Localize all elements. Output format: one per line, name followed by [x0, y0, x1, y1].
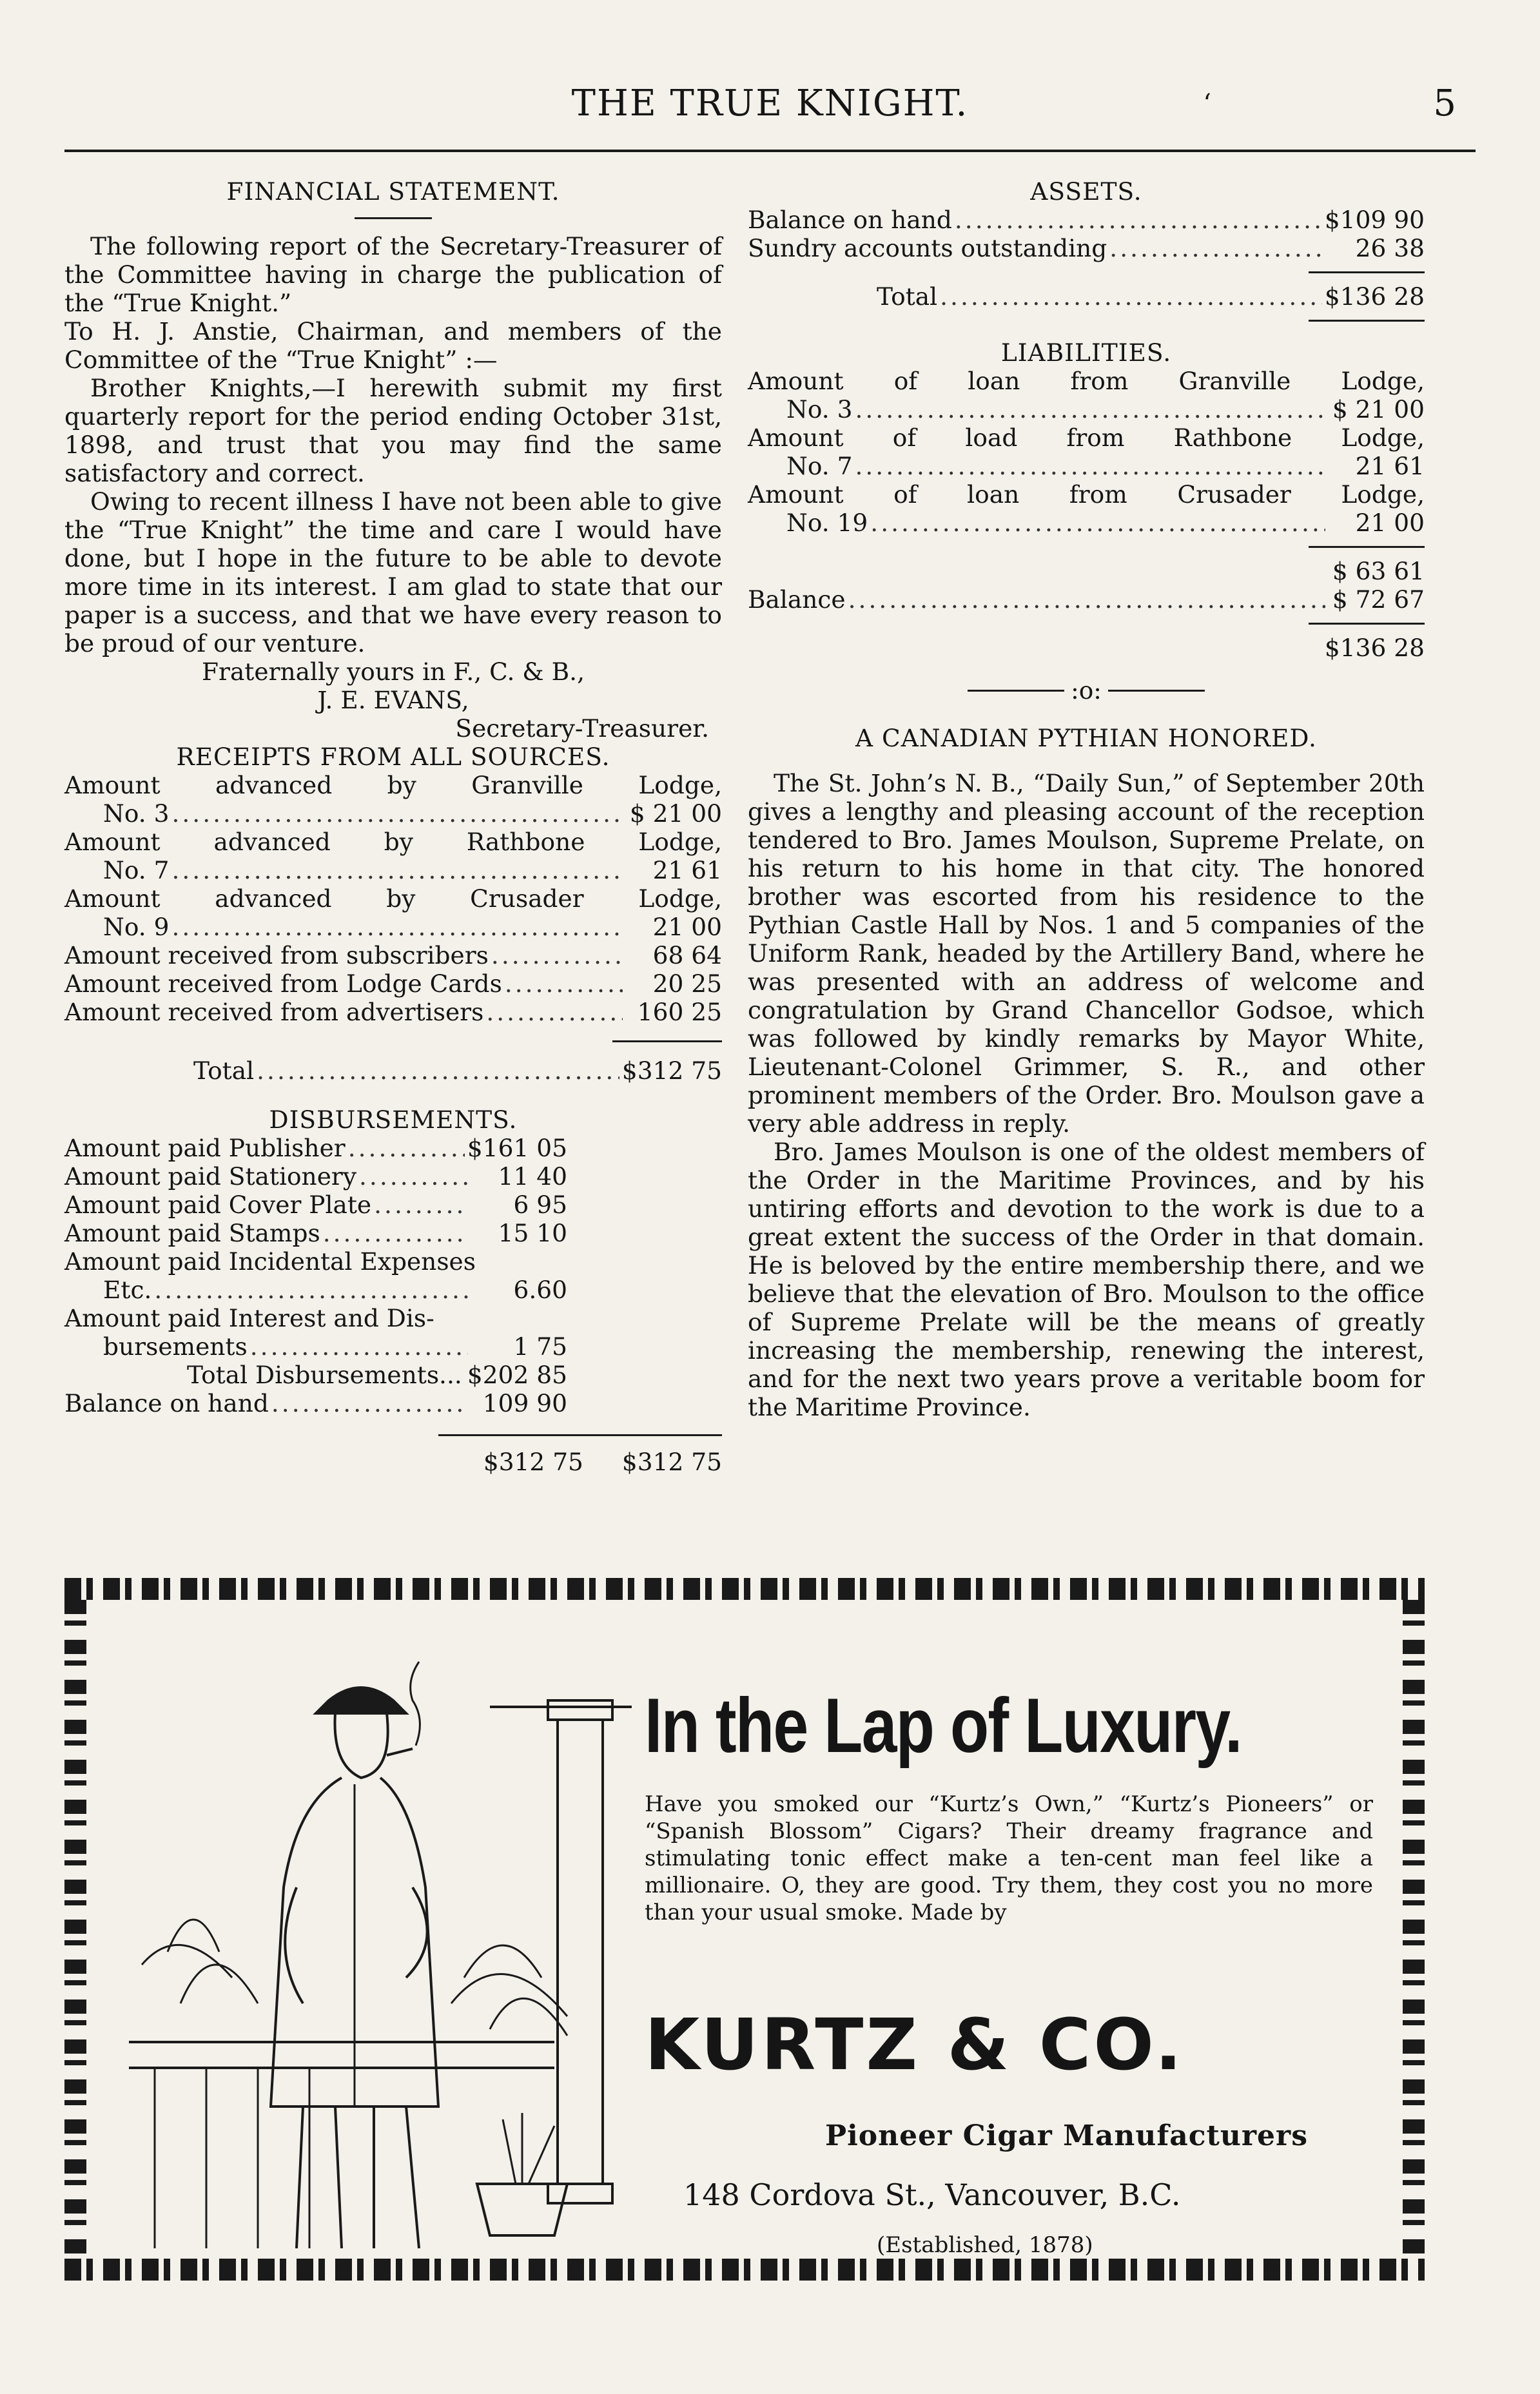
ledger-label: Amount advanced by Crusader Lodge,	[64, 884, 722, 913]
ledger-label: No. 9	[103, 913, 170, 941]
ledger-amount: $ 72 67	[1332, 585, 1425, 614]
receipts-rule	[612, 1040, 722, 1042]
ledger-label: Amount advanced by Rathbone Lodge,	[64, 828, 722, 856]
ledger-row	[64, 1304, 567, 1332]
ledger-row	[748, 480, 1425, 509]
ledger-row	[64, 1247, 567, 1276]
assets-ledger	[748, 206, 1425, 262]
ledger-amount: 26 38	[1355, 234, 1425, 262]
ledger-row	[748, 282, 1425, 311]
dot-leader	[323, 1219, 468, 1247]
intro-paragraph: The following report of the Secretary-Treasurer of the Committee having in charge the publication of the “True Knight.”	[64, 232, 722, 317]
ledger-amount: 15 10	[498, 1219, 567, 1247]
ledger-row	[64, 1191, 567, 1219]
dot-leader	[486, 998, 623, 1026]
ledger-row	[748, 585, 1425, 614]
ledger-amount: $ 21 00	[1332, 395, 1425, 423]
ledger-label: Amount advanced by Granville Lodge,	[64, 771, 722, 799]
ledger-row	[748, 206, 1425, 234]
ledger-amount: 11 40	[498, 1162, 567, 1191]
ledger-label: Amount received from advertisers	[64, 998, 484, 1026]
ad-address: 148 Cordova St., Vancouver, B.C.	[683, 2177, 1181, 2212]
right-column	[748, 177, 1425, 1421]
ledger-amount: 1 75	[513, 1332, 567, 1361]
ledger-label: No. 19	[786, 509, 868, 537]
ornamental-border-right	[1403, 1600, 1425, 2259]
signature-name: J. E. EVANS,	[317, 686, 469, 714]
ledger-label: Amount paid Incidental Expenses	[64, 1247, 476, 1276]
header-rule	[64, 150, 1476, 152]
ledger-amount: 20 25	[652, 969, 722, 998]
ledger-row	[748, 557, 1425, 585]
ledger-row	[748, 367, 1425, 395]
ledger-amount: 21 00	[652, 913, 722, 941]
divider-line	[968, 690, 1064, 692]
smoking-gentleman-illustration	[103, 1617, 632, 2261]
financial-statement-heading: FINANCIAL STATEMENT.	[226, 177, 560, 206]
page-header	[64, 83, 1476, 134]
assets-total-rule	[1309, 320, 1425, 322]
section-divider	[748, 676, 1425, 705]
ad-tagline: Pioneer Cigar Manufacturers	[825, 2119, 1309, 2152]
ledger-row	[748, 234, 1425, 262]
report-paragraph-1: Brother Knights,—I herewith submit my first quarterly report for the period ending October 31st, 1898, and trust that you may find the same satisfactory and correct.	[64, 374, 722, 487]
cigar-advertisement	[64, 1578, 1425, 2281]
receipts-ledger	[64, 771, 722, 1026]
liabilities-heading: LIABILITIES.	[1000, 338, 1172, 367]
dot-leader	[940, 282, 1322, 311]
ledger-row	[64, 856, 722, 884]
ledger-row	[64, 828, 722, 856]
ledger-label: Amount paid Publisher	[64, 1134, 346, 1162]
ledger-row	[748, 423, 1425, 452]
ledger-amount: $136 28	[1324, 282, 1425, 311]
ledger-amount: 160 25	[637, 998, 722, 1026]
ledger-row	[64, 1389, 567, 1417]
ledger-amount: $109 90	[1324, 206, 1425, 234]
ledger-row	[64, 1332, 567, 1361]
dot-leader	[171, 799, 623, 828]
ad-established: (Established, 1878)	[877, 2232, 1093, 2258]
disbursements-heading: DISBURSEMENTS.	[269, 1105, 518, 1134]
ornamental-border-top	[64, 1578, 1425, 1600]
divider-ornament: :o:	[1071, 676, 1102, 705]
ledger-label: Total Disbursements...	[187, 1361, 462, 1389]
dot-leader	[1109, 234, 1325, 262]
ledger-label: Amount paid Cover Plate	[64, 1191, 372, 1219]
liabilities-ledger	[748, 367, 1425, 537]
final-rule	[438, 1434, 722, 1436]
ledger-amount: 6.60	[513, 1276, 567, 1304]
assets-heading: ASSETS.	[1030, 177, 1142, 206]
ledger-amount: 109 90	[482, 1389, 567, 1417]
left-column	[64, 177, 722, 1476]
ad-brand: KURTZ & CO.	[645, 2003, 1185, 2086]
ledger-label: Balance on hand	[748, 206, 952, 234]
ledger-label: No. 3	[786, 395, 853, 423]
dot-leader	[171, 856, 623, 884]
ledger-label: Total	[193, 1056, 255, 1085]
disbursements-total	[64, 1361, 567, 1417]
divider-line	[1108, 690, 1205, 692]
ledger-label: Etc.	[103, 1276, 152, 1304]
receipts-total	[64, 1056, 722, 1085]
ledger-amount: $ 21 00	[629, 799, 722, 828]
dot-leader	[505, 969, 623, 998]
ornamental-border-left	[64, 1600, 86, 2259]
ledger-row	[748, 395, 1425, 423]
ledger-label: Balance	[748, 585, 846, 614]
ledger-label: Amount of load from Rathbone Lodge,	[748, 423, 1425, 452]
report-paragraph-2: Owing to recent illness I have not been able to give the “True Knight” the time and care I would have done, but I hope in the future to be able to devote more time in its interest. I am glad to state that our paper is a success, and that we have every reason to be proud of our venture.	[64, 487, 722, 657]
article-paragraph-2: Bro. James Moulson is one of the oldest members of the Order in the Maritime Provinces, and by his untiring efforts and devotion to the work is due to a great extent the success of the Order in that domain. He is beloved by the entire membership there, and we believe that the elevation of Bro. Moulson to the office of Supreme Prelate will be the means of greatly increasing the membership, renewing the interest, and for the next two years prove a veritable boom for the Maritime Province.	[748, 1138, 1425, 1421]
dot-leader	[257, 1056, 619, 1085]
receipts-heading: RECEIPTS FROM ALL SOURCES.	[176, 743, 610, 771]
liabilities-total: $136 28	[1324, 634, 1425, 662]
publication-title: THE TRUE KNIGHT.	[571, 83, 969, 124]
ledger-row	[748, 452, 1425, 480]
dot-leader	[374, 1191, 468, 1219]
ad-copy: Have you smoked our “Kurtz’s Own,” “Kurtz’s Pioneers” or “Spanish Blossom” Cigars? Their dreamy fragrance and stimulating tonic effect make a ten-cent man feel like a millionaire. O, they are good. Try them, they cost you no more than your usual smoke. Made by	[645, 1791, 1373, 1925]
ledger-amount: $161 05	[467, 1134, 567, 1162]
ledger-amount: 68 64	[652, 941, 722, 969]
liabilities-summary	[748, 557, 1425, 614]
article-heading: A CANADIAN PYTHIAN HONORED.	[855, 724, 1317, 752]
article-paragraph-1: The St. John’s N. B., “Daily Sun,” of September 20th gives a lengthy and pleasing account of the reception tendered to Bro. James Moulson, Supreme Prelate, on his return to his home in that city. The honored brother was escorted from his residence to the Pythian Castle Hall by Nos. 1 and 5 companies of the Uniform Rank, headed by the Artillery Band, where he was presented with an address of welcome and congratulation by Grand Chancellor Godsoe, which was followed by kindly remarks by Mayor White, Lieutenant-Colonel Grimmer, S. R., and other prominent members of the Order. Bro. Moulson gave a very able address in reply.	[748, 769, 1425, 1138]
ledger-label: Amount received from subscribers	[64, 941, 489, 969]
ledger-label: Amount paid Interest and Dis-	[64, 1304, 434, 1332]
ledger-label: Amount received from Lodge Cards	[64, 969, 502, 998]
ledger-row	[64, 1056, 722, 1085]
dot-leader	[848, 585, 1325, 614]
ornamental-border-bottom	[64, 2259, 1425, 2281]
dot-leader	[870, 509, 1325, 537]
ledger-label: No. 7	[103, 856, 170, 884]
dot-leader	[154, 1276, 468, 1304]
ledger-row	[748, 509, 1425, 537]
ledger-row	[64, 884, 722, 913]
final-total-right: $312 75	[621, 1448, 722, 1476]
ledger-amount: $202 85	[467, 1361, 567, 1389]
page-number: 5	[1433, 83, 1456, 124]
ledger-label: Balance on hand	[64, 1389, 269, 1417]
header-mark: ‘	[1203, 89, 1211, 119]
heading-rule	[355, 217, 432, 219]
ledger-amount: 21 00	[1355, 509, 1425, 537]
ledger-label: Total	[877, 282, 938, 311]
ledger-label: bursements	[103, 1332, 248, 1361]
ledger-row	[64, 1162, 567, 1191]
dot-leader	[250, 1332, 468, 1361]
ad-headline: In the Lap of Luxury.	[645, 1682, 1242, 1769]
ledger-label: No. 3	[103, 799, 170, 828]
ledger-row	[64, 969, 722, 998]
assets-total	[748, 282, 1425, 311]
final-totals	[64, 1448, 722, 1476]
ledger-row	[64, 1276, 567, 1304]
ledger-row	[64, 799, 722, 828]
address-line: To H. J. Anstie, Chairman, and members of the Committee of the “True Knight” :—	[64, 317, 722, 374]
closing-line: Fraternally yours in F., C. & B.,	[202, 657, 585, 686]
ledger-row	[64, 913, 722, 941]
dot-leader	[955, 206, 1322, 234]
ledger-row	[64, 941, 722, 969]
liabilities-rule	[1309, 546, 1425, 548]
ledger-row	[64, 1134, 567, 1162]
disbursements-ledger	[64, 1134, 567, 1361]
dot-leader	[359, 1162, 468, 1191]
signature-title: Secretary-Treasurer.	[455, 714, 709, 743]
ledger-label: Amount paid Stamps	[64, 1219, 320, 1247]
ledger-amount: 21 61	[1355, 452, 1425, 480]
liabilities-total-rule	[1309, 623, 1425, 625]
dot-leader	[271, 1389, 468, 1417]
dot-leader	[855, 452, 1325, 480]
ledger-row	[64, 998, 722, 1026]
ledger-label: Amount paid Stationery	[64, 1162, 357, 1191]
assets-rule	[1309, 271, 1425, 273]
ledger-amount: $312 75	[621, 1056, 722, 1085]
ledger-amount: $ 63 61	[1332, 557, 1425, 585]
ledger-amount: 6 95	[513, 1191, 567, 1219]
ledger-row	[64, 1219, 567, 1247]
ledger-label: Amount of loan from Granville Lodge,	[748, 367, 1425, 395]
ledger-row	[64, 771, 722, 799]
dot-leader	[491, 941, 623, 969]
dot-leader	[171, 913, 623, 941]
ledger-label: No. 7	[786, 452, 853, 480]
final-total-left: $312 75	[483, 1448, 583, 1476]
dot-leader	[348, 1134, 465, 1162]
ledger-amount: 21 61	[652, 856, 722, 884]
ledger-label: Sundry accounts outstanding	[748, 234, 1107, 262]
ledger-row	[64, 1361, 567, 1389]
ledger-label: Amount of loan from Crusader Lodge,	[748, 480, 1425, 509]
dot-leader	[855, 395, 1325, 423]
